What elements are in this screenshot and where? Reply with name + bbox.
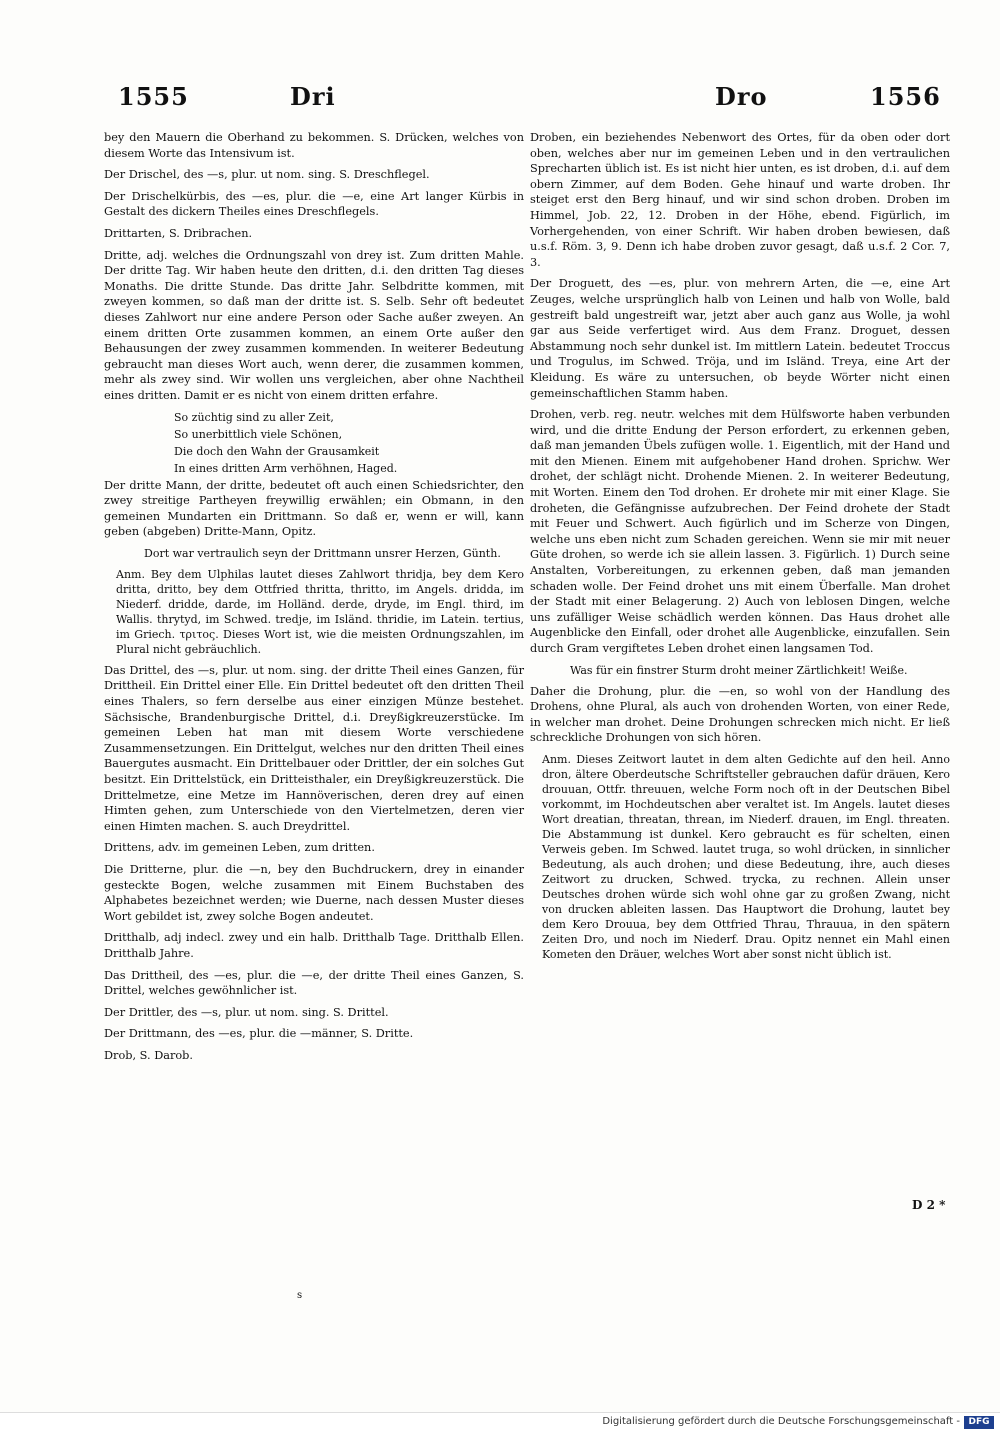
entry-continuation: bey den Mauern die Oberhand zu bekommen. S. Drücken, welches von diesem Worte das Intensivum ist. xyxy=(104,131,524,160)
entry-dritterne: Die Dritterne, plur. die —n, bey den Buchdruckern, drey in einander gesteckte Bogen, welche zusammen mit Einem Buchstaben des Alphabetes bezeichnet werden; wie Duerne, nach dessen Muster dieses Wort gebildet ist, zwey solche Bogen andeutet. xyxy=(104,863,524,923)
right-column xyxy=(530,130,950,968)
verse-line: So unerbittlich viele Schönen, xyxy=(174,427,343,441)
entry-drittler: Der Drittler, des —s, plur. ut nom. sing. S. Drittel. xyxy=(104,1005,389,1019)
entry-drischelkuerbis: Der Drischelkürbis, des —es, plur. die —e, eine Art langer Kürbis in Gestalt des dickern Theiles eines Dreschflegels. xyxy=(104,189,524,219)
quotation: Dort war vertraulich seyn der Drittmann unsrer Herzen, Günth. xyxy=(144,546,501,560)
entry-droben: Droben, ein beziehendes Nebenwort des Ortes, für da oben oder dort oben, welches aber nur im gemeinen Leben und in den vertraulichen Sprecharten üblich ist. Es ist nicht hier unten, es ist droben, d.i. auf dem obern Zimmer, auf dem Boden. Gehe hinauf und warte droben. Ihr steiget erst den Berg hinauf, und wir sind schon droben. Droben im Himmel, Job. 22, 12. Droben in der Höhe, ebend. Figürlich, im Vorhergehenden, von einer Schrift. Wir haben droben bewiesen, daß u.s.f. Röm. 3, 9. Denn ich habe droben zuvor gesagt, daß u.s.f. 2 Cor. 7, 3. xyxy=(530,131,950,269)
annotation-drohen: Anm. Dieses Zeitwort lautet in dem alten Gedichte auf den heil. Anno dron, ältere Oberdeutsche Schriftsteller gebrauchen dafür dräuen, Kero drouuan, Ottfr. threuuen, welche Form noch oft in der Deutschen Bibel vorkommt, im Hochdeutschen aber veraltet ist. Im Angels. lautet dieses Wort dreatian, threatan, threan, im Niederf. drauen, im Engl. threaten. Die Abstammung ist dunkel. Kero gebraucht es für schelten, einen Verweis geben. Im Schwed. lautet truga, so wohl drücken, in sinnlicher Bedeutung, als auch drohen; und diese Bedeutung, ihre, auch dieses Zeitwort zu drucken, Schwed. trycka, zu rechnen. Allein unser Deutsches drohen würde sich wohl ohne gar zu großen Zwang, nicht von drucken ableiten lassen. Das Hauptwort die Drohung, lautet bey dem Kero Drouua, bey dem Ottfried Thrau, Thrauua, in den spätern Zeiten Dro, und noch im Niederf. Drau. Opitz nennet ein Mahl einen Kometen den Dräuer, welches Wort aber sonst nicht üblich ist. xyxy=(542,752,950,961)
entry-dritte: Dritte, adj. welches die Ordnungszahl von drey ist. Zum dritten Mahle. Der dritte Tag. Wir haben heute den dritten, d.i. den dritten Tag dieses Monaths. Die dritte Stunde. Das dritte Jahr. Selbdritte kommen, mit zweyen kommen, so daß man der dritte ist. S. Selb. Sehr oft bedeutet dieses Zahlwort nur eine andere Person oder Sache außer zweyen. An einem dritten Orte zusammen kommen, an einem Orte außer den Behausungen der zwey zusammen kommenden. In weiterer Bedeutung gebraucht man dieses Wort auch, wenn derer, die zusammen kommen, mehr als zwey sind. Wir wollen uns vergleichen, aber ohne Nachtheil eines dritten. Damit er es nicht von einem dritten erfahre. xyxy=(104,248,524,402)
entry-drischel: Der Drischel, des —s, plur. ut nom. sing. S. Dreschflegel. xyxy=(104,168,430,182)
annotation-dritte: Anm. Bey dem Ulphilas lautet dieses Zahlwort thridja, bey dem Kero dritta, dritto, bey dem Ottfried thritta, thritto, im Angels. dridda, im Niederf. dridde, darde, im Holländ. derde, dryde, im Engl. third, im Wallis. thrytyd, im Schwed. tredje, im Isländ. thridie, im Latein. tertius, im Griech. τριτος. Dieses Wort ist, wie die meisten Ordnungszahlen, im Plural nicht gebräuchlich. xyxy=(116,567,524,656)
entry-drohen: Drohen, verb. reg. neutr. welches mit dem Hülfsworte haben verbunden wird, und die dritte Endung der Person erfordert, zu erkennen geben, daß man jemanden Übels zufügen wolle. 1. Eigentlich, mit der Hand und mit den Mienen. Einem mit aufgehobener Hand drohen. Sprichw. Wer drohet, der schlägt nicht. Drohende Mienen. 2. In weiterer Bedeutung, mit Worten. Einem den Tod drohen. Er drohete mir mit einer Klage. Sie droheten, die Gefängnisse aufzubrechen. Der Feind drohete der Stadt mit Feuer und Schwert. Auch figürlich und im Scherze von Dingen, welche uns eben nicht zum Schaden gereichen. Wenn sie mir mit neuer Güte drohen, so werde ich sie allein lassen. 3. Figürlich. 1) Durch seine Anstalten, Vorbereitungen, zu erkennen geben, daß man jemanden schaden wolle. Der Feind drohet uns mit einem Überfalle. Man drohet der Stadt mit einer Belagerung. 2) Auch von leblosen Dingen, welche uns zufälliger Weise schädlich werden können. Das Haus drohet alle Augenblicke den Einfall, oder drohet alle Augenblicke, einzufallen. Sein durch Gram vergiftetes Leben drohet einen langsamen Tod. xyxy=(530,408,950,655)
entry-dritte-mann: Der dritte Mann, der dritte, bedeutet oft auch einen Schiedsrichter, den zwey streitige Partheyen freywillig erwählen; ein Obmann, in den gemeinen Mundarten ein Drittmann. So daß er, wenn er will, kann geben (abgeben) Dritte-Mann, Opitz. xyxy=(104,478,524,539)
entry-drohung: Daher die Drohung, plur. die —en, so wohl von der Handlung des Drohens, ohne Plural, als auch von drohenden Worten, von einer Rede, in welcher man drohet. Deine Drohungen schrecken mich nicht. Er ließ schreckliche Drohungen von sich hören. xyxy=(530,684,950,745)
entry-droguett: Der Droguett, des —es, plur. von mehrern Arten, die —e, eine Art Zeuges, welche ursprünglich halb von Leinen und halb von Wolle, bald gestreift bald ungestreift war, jetzt aber auch ganz aus Wolle, ja wohl gar aus Seide verfertiget wird. Aus dem Franz. Droguet, dessen Abstammung noch sehr dunkel ist. Im mittlern Latein. bedeutet Troccus und Trogulus, im Schwed. Tröja, und im Isländ. Treya, eine Art der Kleidung. Es wäre zu untersuchen, ob beyde Wörter nicht einen gemeinschaftlichen Stamm haben. xyxy=(530,277,950,400)
entry-drittens: Drittens, adv. im gemeinen Leben, zum dritten. xyxy=(104,841,375,855)
entry-drittheil: Das Drittheil, des —es, plur. die —e, der dritte Theil eines Ganzen, S. Drittel, welches gewöhnlicher ist. xyxy=(104,968,524,998)
verse-line: In eines dritten Arm verhöhnen, Haged. xyxy=(174,461,398,475)
verse-line: So züchtig sind zu aller Zeit, xyxy=(174,410,334,424)
footer-bar xyxy=(0,1412,1000,1433)
entry-dritthalb: Dritthalb, adj indecl. zwey und ein halb. Dritthalb Tage. Dritthalb Ellen. Dritthalb Jahre. xyxy=(104,931,524,960)
dfg-logo-icon: DFG xyxy=(964,1416,994,1429)
quotation: Was für ein finstrer Sturm droht meiner Zärtlichkeit! Weiße. xyxy=(570,663,908,677)
verse-line: Die doch den Wahn der Grausamkeit xyxy=(174,444,380,458)
running-head-left: Dri xyxy=(290,82,336,111)
signature-mark: s xyxy=(297,1290,303,1301)
entry-drittmann: Der Drittmann, des —es, plur. die —männer, S. Dritte. xyxy=(104,1027,414,1041)
page-number-right: 1556 xyxy=(870,82,941,111)
entry-drittel: Das Drittel, des —s, plur. ut nom. sing. der dritte Theil eines Ganzen, für Drittheil. Ein Drittel einer Elle. Ein Drittel bedeutet oft den dritten Theil eines Thalers, so fern derselbe aus einer einzigen Münze bestehet. Sächsische, Brandenburgische Drittel, d.i. Dreyßigkreuzerstücke. Im gemeinen Leben hat man mit diesem Worte verschiedene Zusammensetzungen. Ein Drittelgut, welches nur den dritten Theil eines Bauergutes ausmacht. Ein Drittelbauer oder Drittler, der ein solches Gut besitzt. Ein Drittelstück, ein Dritteisthaler, ein Dreyßigkreuzerstück. Die Drittelmetze, eine Metze im Hannöverischen, deren drey auf einen Himten gehen, zum Unterschiede von den Viertelmetzen, deren vier einen Himten machen. S. auch Dreydrittel. xyxy=(104,663,524,833)
entry-drittarten: Drittarten, S. Dribrachen. xyxy=(104,226,253,240)
entry-drob: Drob, S. Darob. xyxy=(104,1048,194,1062)
left-column xyxy=(104,130,524,1070)
running-head-right: Dro xyxy=(715,82,768,111)
page-number-left: 1555 xyxy=(118,82,189,111)
footer-credit: Digitalisierung gefördert durch die Deutsche Forschungsgemeinschaft - xyxy=(602,1416,960,1427)
catchword: D 2 * xyxy=(912,1198,946,1212)
